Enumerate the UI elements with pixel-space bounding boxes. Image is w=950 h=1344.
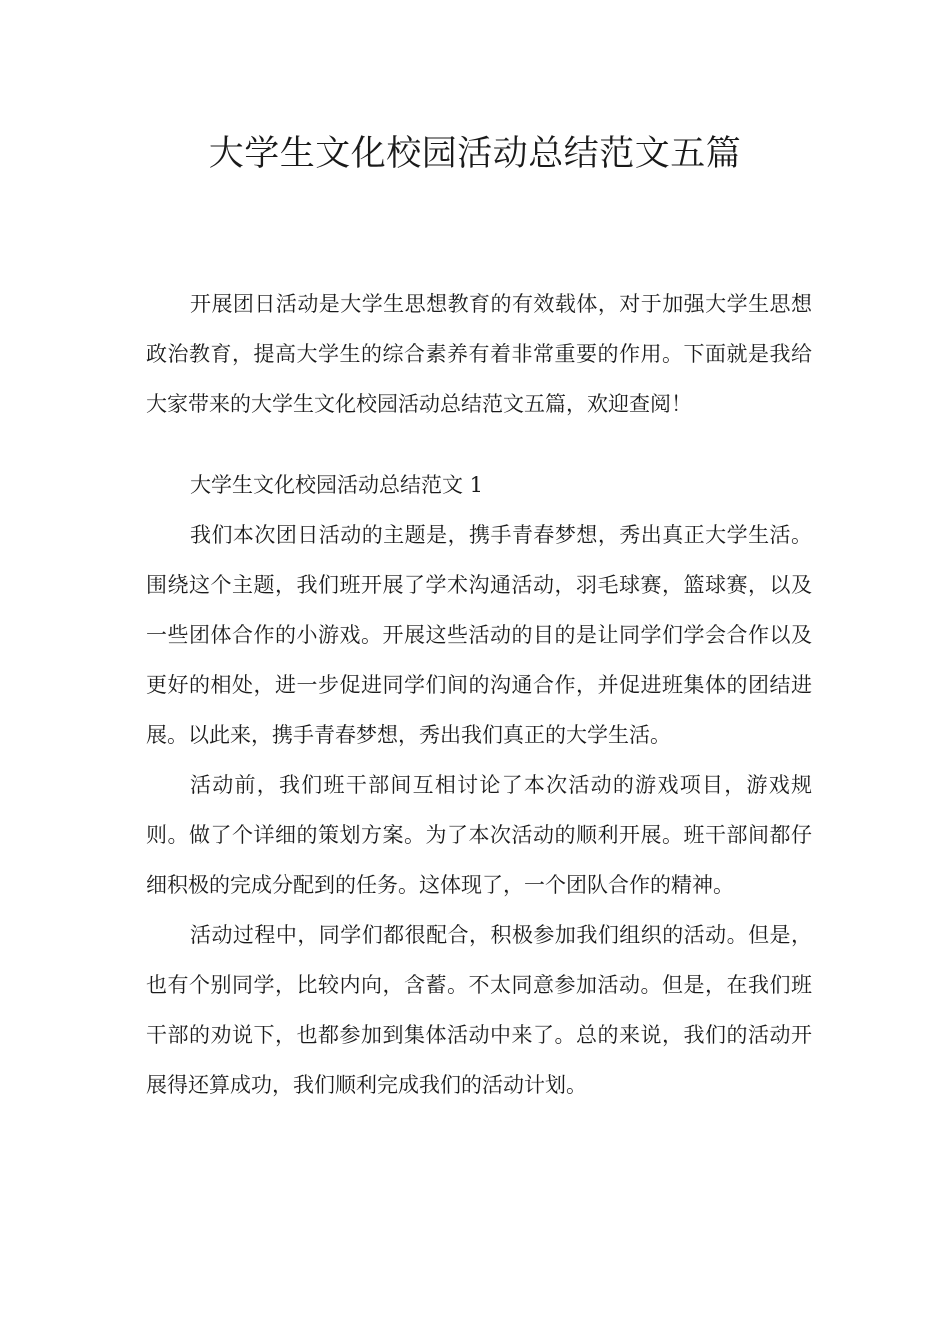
section-heading: 大学生文化校园活动总结范文 1 [190, 473, 484, 497]
document-body [146, 279, 812, 1110]
body-paragraph-3: 活动过程中，同学们都很配合，积极参加我们组织的活动。但是，也有个别同学，比较内向，含蓄。不太同意参加活动。但是，在我们班干部的劝说下，也都参加到集体活动中来了。总的来说，我们的活动开展得还算成功，我们顺利完成我们的活动计划。 [146, 923, 812, 1097]
body-paragraph-2: 活动前，我们班干部间互相讨论了本次活动的游戏项目，游戏规则。做了个详细的策划方案。为了本次活动的顺利开展。班干部间都仔细积极的完成分配到的任务。这体现了，一个团队合作的精神。 [146, 773, 812, 897]
intro-paragraph: 开展团日活动是大学生思想教育的有效载体，对于加强大学生思想政治教育，提高大学生的综合素养有着非常重要的作用。下面就是我给大家带来的大学生文化校园活动总结范文五篇，欢迎查阅！ [146, 292, 812, 416]
document-title: 大学生文化校园活动总结范文五篇 [208, 134, 742, 174]
body-paragraph-1: 我们本次团日活动的主题是，携手青春梦想，秀出真正大学生活。围绕这个主题，我们班开展了学术沟通活动，羽毛球赛，篮球赛，以及一些团体合作的小游戏。开展这些活动的目的是让同学们学会合作以及更好的相处，进一步促进同学们间的沟通合作，并促进班集体的团结进展。以此来，携手青春梦想，秀出我们真正的大学生活。 [146, 523, 812, 747]
